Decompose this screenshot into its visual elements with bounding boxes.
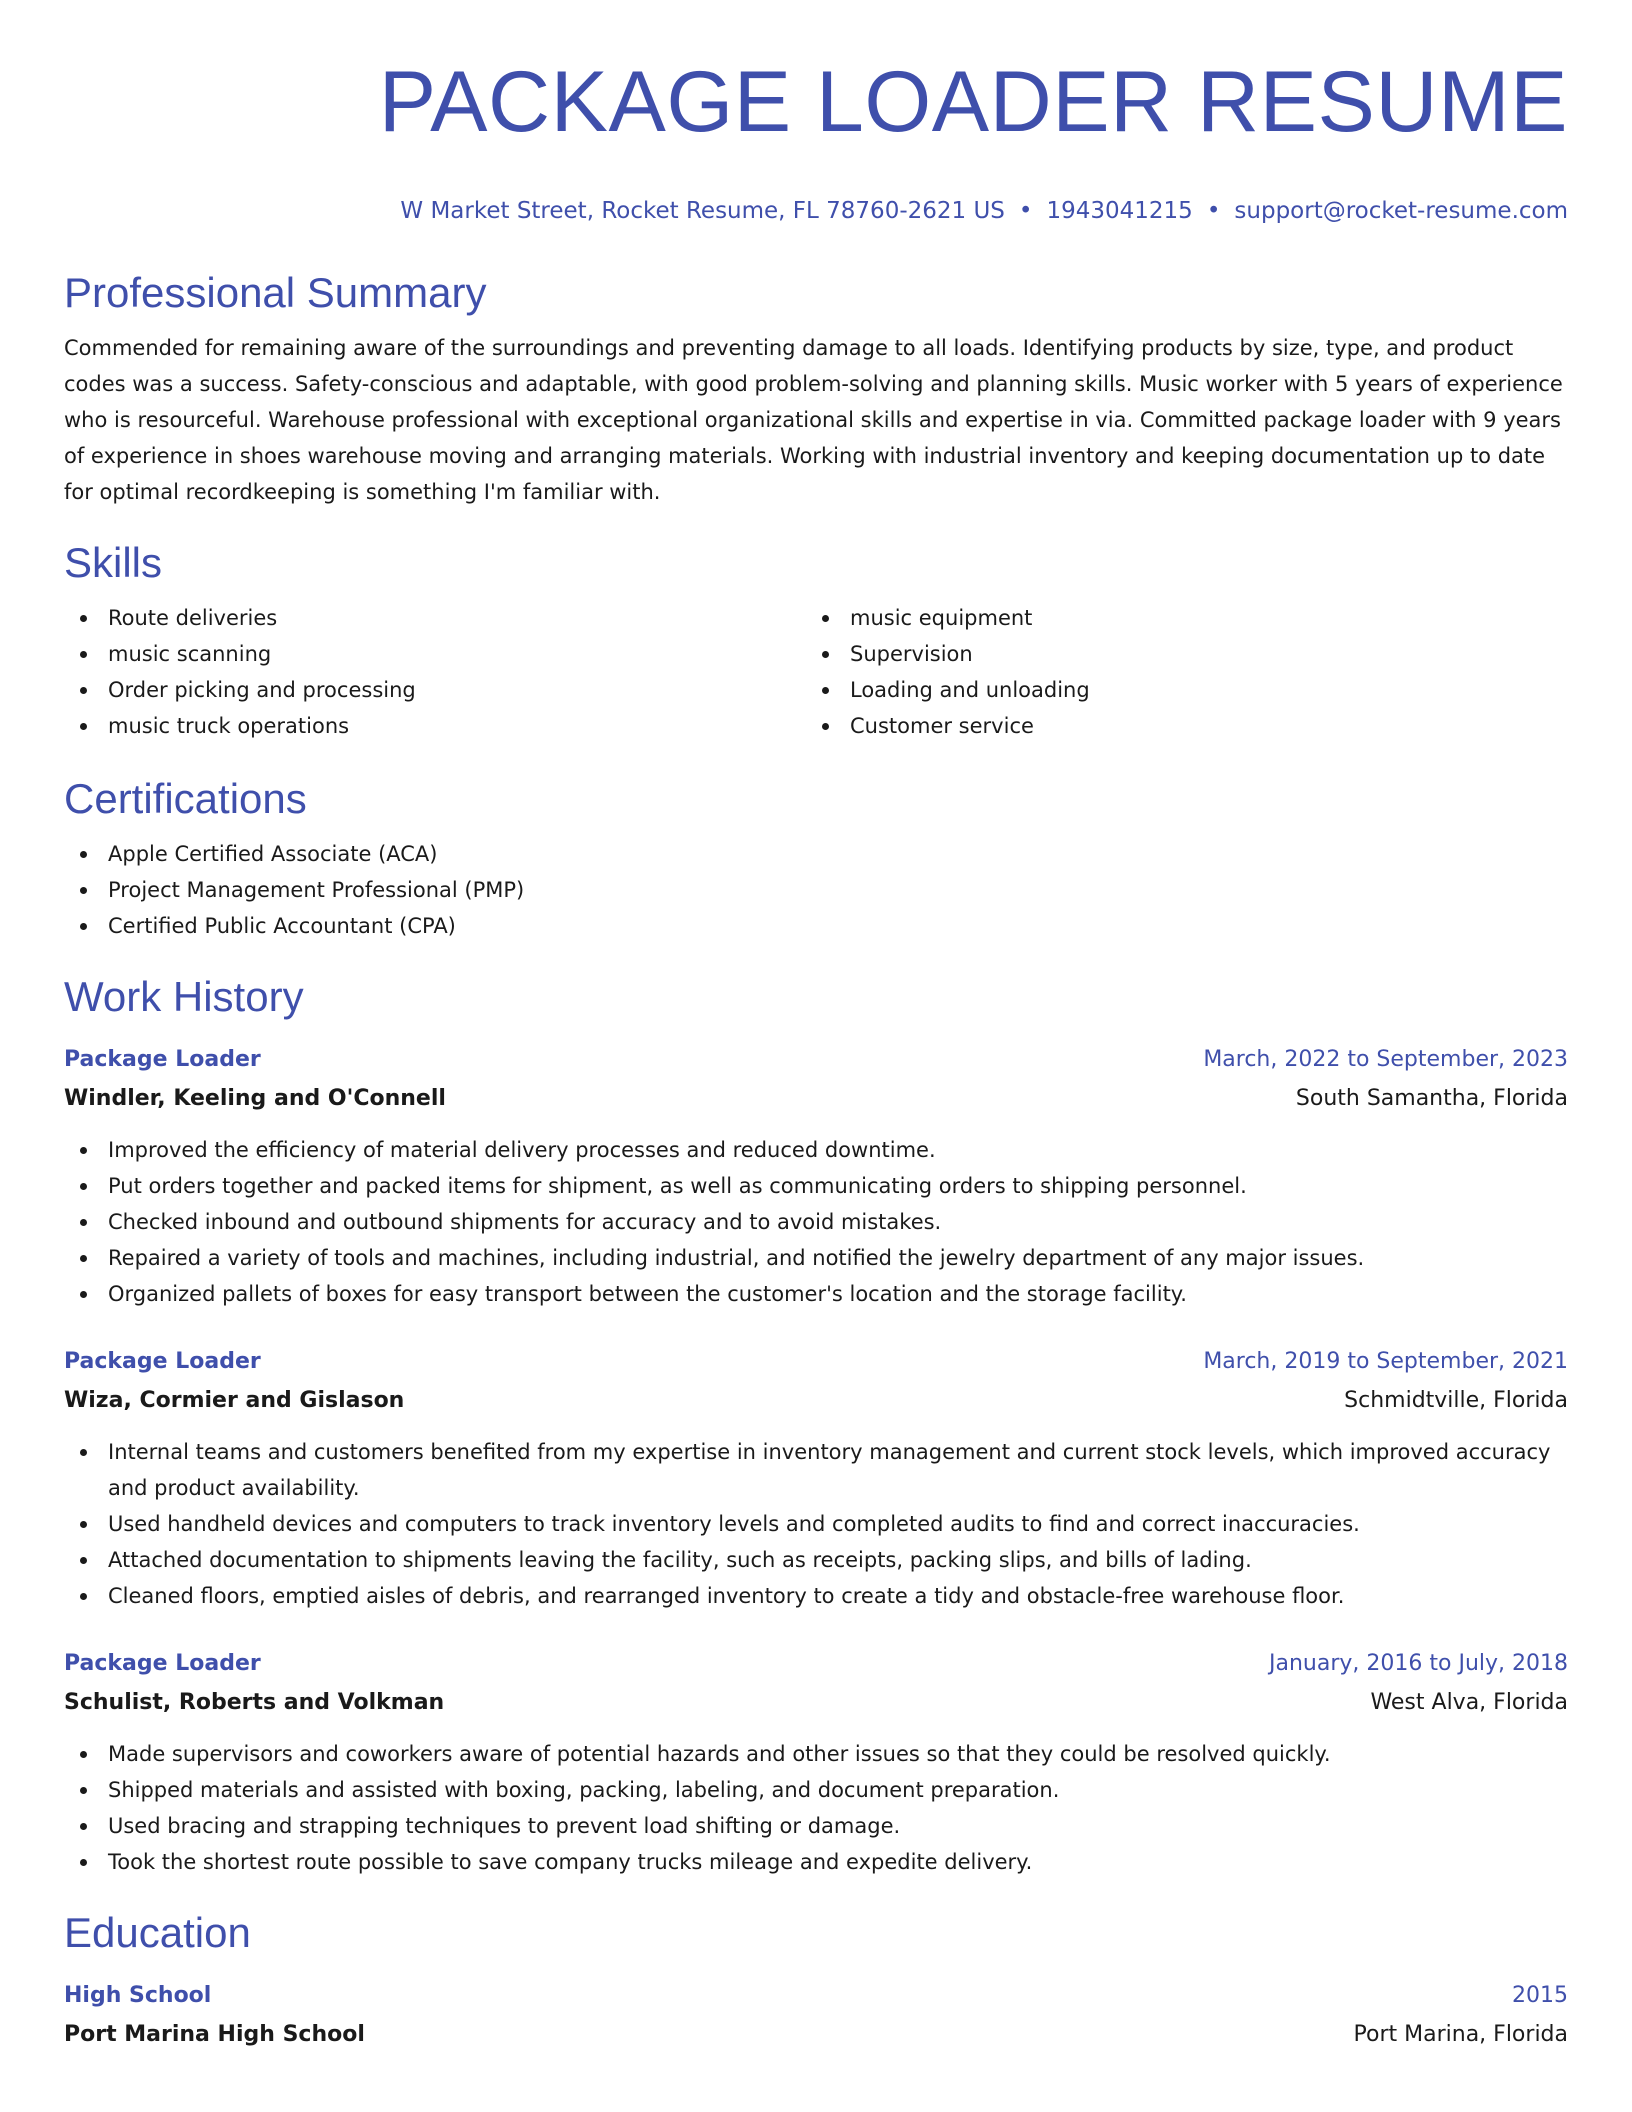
education-degree: High School <box>64 1983 212 2008</box>
job-dates: March, 2019 to September, 2021 <box>1203 1349 1568 1374</box>
skills-section <box>64 538 1568 744</box>
contact-separator: • <box>1018 198 1033 224</box>
education-section <box>64 1908 1568 2054</box>
job-company-row <box>64 1684 1568 1722</box>
job-duty-item: Repaired a variety of tools and machines, including industrial, and notified the jewelry department of any major issues. <box>64 1240 1568 1276</box>
work-history-section <box>64 972 1568 1880</box>
certification-item: Apple Certified Associate (ACA) <box>64 836 1568 872</box>
resume-name: PACKAGE LOADER RESUME <box>378 54 1568 150</box>
summary-text: Commended for remaining aware of the surroundings and preventing damage to all loads. Identifying products by size, type, and product codes was a success. Safety-conscious and adaptable, with good problem-solving and planning skills. Music worker with 5 years of experience who is resourceful. Warehouse professional with exceptional organizational skills and expertise in via. Committed package loader with 9 years of experience in shoes warehouse moving and arranging materials. Working with industrial inventory and keeping documentation up to date for optimal recordkeeping is something I'm familiar with. <box>64 336 1563 504</box>
job-company: Windler, Keeling and O'Connell <box>64 1086 446 1111</box>
job-location: South Samantha, Florida <box>1295 1086 1568 1111</box>
job-title: Package Loader <box>64 1047 261 1072</box>
skill-item: Customer service <box>806 708 1548 744</box>
job-company-row <box>64 1382 1568 1420</box>
summary-section <box>64 268 1568 510</box>
job-duties-list <box>64 1132 1568 1312</box>
job-duty-item: Improved the efficiency of material delivery processes and reduced downtime. <box>64 1132 1568 1168</box>
resume-header <box>64 0 1568 226</box>
job-duties-list <box>64 1736 1568 1880</box>
job-entry <box>64 1040 1568 1312</box>
job-title: Package Loader <box>64 1349 261 1374</box>
job-duty-item: Attached documentation to shipments leaving the facility, such as receipts, packing slips, and bills of lading. <box>64 1542 1568 1578</box>
education-degree-row <box>64 1976 1568 2016</box>
job-duty-item: Took the shortest route possible to save company trucks mileage and expedite delivery. <box>64 1844 1568 1880</box>
skill-item: Loading and unloading <box>806 672 1548 708</box>
contact-separator: • <box>1206 198 1221 224</box>
job-location: West Alva, Florida <box>1370 1690 1568 1715</box>
job-entry <box>64 1342 1568 1614</box>
job-title-row <box>64 1644 1568 1684</box>
certification-item: Project Management Professional (PMP) <box>64 872 1568 908</box>
job-dates: March, 2022 to September, 2023 <box>1203 1047 1568 1072</box>
job-entry <box>64 1644 1568 1880</box>
job-duty-item: Organized pallets of boxes for easy transport between the customer's location and the storage facility. <box>64 1276 1568 1312</box>
job-duty-item: Checked inbound and outbound shipments for accuracy and to avoid mistakes. <box>64 1204 1568 1240</box>
skills-grid <box>64 600 1568 744</box>
education-entry <box>64 1976 1568 2054</box>
contact-line <box>64 196 1568 226</box>
education-school-row <box>64 2016 1568 2054</box>
skills-heading: Skills <box>64 539 163 586</box>
job-duty-item: Used handheld devices and computers to track inventory levels and completed audits to find and correct inaccuracies. <box>64 1506 1568 1542</box>
skill-item: music equipment <box>806 600 1548 636</box>
certifications-section <box>64 774 1568 944</box>
summary-heading: Professional Summary <box>64 269 487 316</box>
job-duty-item: Shipped materials and assisted with boxing, packing, labeling, and document preparation. <box>64 1772 1568 1808</box>
job-duty-item: Made supervisors and coworkers aware of potential hazards and other issues so that they could be resolved quickly. <box>64 1736 1568 1772</box>
work-history-heading: Work History <box>64 973 304 1020</box>
certifications-list <box>64 836 1568 944</box>
skills-list-right <box>806 600 1548 744</box>
contact-phone: 1943041215 <box>1046 198 1193 224</box>
certification-item: Certified Public Accountant (CPA) <box>64 908 1568 944</box>
job-company: Schulist, Roberts and Volkman <box>64 1690 445 1715</box>
skill-item: music scanning <box>64 636 806 672</box>
education-school: Port Marina High School <box>64 2022 365 2047</box>
job-company-row <box>64 1080 1568 1118</box>
job-duty-item: Internal teams and customers benefited from my expertise in inventory management and current stock levels, which improved accuracy and product availability. <box>64 1434 1568 1506</box>
job-duty-item: Cleaned floors, emptied aisles of debris, and rearranged inventory to create a tidy and obstacle-free warehouse floor. <box>64 1578 1568 1614</box>
skill-item: Order picking and processing <box>64 672 806 708</box>
education-heading: Education <box>64 1909 251 1956</box>
job-company: Wiza, Cormier and Gislason <box>64 1388 405 1413</box>
education-year: 2015 <box>1512 1983 1568 2008</box>
job-duty-item: Used bracing and strapping techniques to prevent load shifting or damage. <box>64 1808 1568 1844</box>
skills-list-left <box>64 600 806 744</box>
job-duty-item: Put orders together and packed items for shipment, as well as communicating orders to shipping personnel. <box>64 1168 1568 1204</box>
job-dates: January, 2016 to July, 2018 <box>1269 1651 1568 1676</box>
skill-item: music truck operations <box>64 708 806 744</box>
job-location: Schmidtville, Florida <box>1344 1388 1568 1413</box>
job-title-row <box>64 1040 1568 1080</box>
skill-item: Route deliveries <box>64 600 806 636</box>
contact-address: W Market Street, Rocket Resume, FL 78760-2621 US <box>400 198 1005 224</box>
job-title: Package Loader <box>64 1651 261 1676</box>
education-location: Port Marina, Florida <box>1353 2022 1568 2047</box>
job-title-row <box>64 1342 1568 1382</box>
certifications-heading: Certifications <box>64 775 307 822</box>
job-duties-list <box>64 1434 1568 1614</box>
skill-item: Supervision <box>806 636 1548 672</box>
contact-email: support@rocket-resume.com <box>1234 198 1568 224</box>
